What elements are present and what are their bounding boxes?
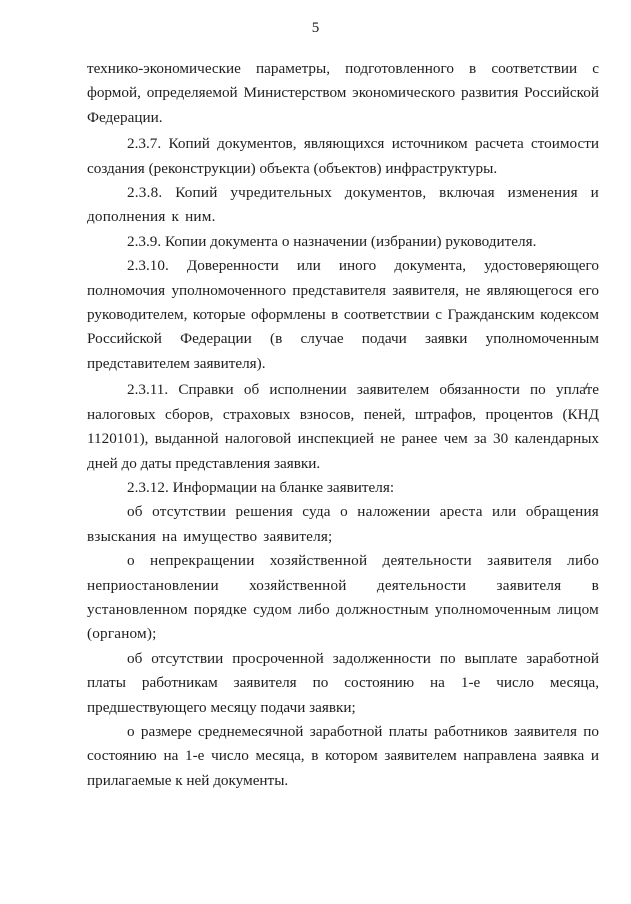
pen-mark [583, 382, 589, 392]
list-item-salary-debt: об отсутствии просроченной задолженности по выплате заработной платы работникам заявителя по состоянию на 1-е число месяца, предшествующего месяцу подачи заявки; [87, 649, 599, 716]
paragraph-2-3-10: 2.3.10. Доверенности или иного документа, удостоверяющего полномочия уполномоченного представителя заявителя, не являющегося его руководителем, которые оформлены в соответствии с Гражданским кодексом Российской Федерации (в случае подачи заявки уполномоченным представителем заявителя). [87, 257, 599, 372]
paragraph-continuation: технико-экономические параметры, подготовленного в соответствии с формой, определяемой Министерством экономического развития Российской Федерации. [87, 60, 599, 126]
paragraph-2-3-11: 2.3.11. Справки об исполнении заявителем обязанности по уплате налоговых сборов, страховых взносов, пеней, штрафов, процентов (КНД 1120101), выданной налоговой инспекцией не ранее чем за 30 календарных дней до даты представления заявки. [87, 381, 599, 472]
paragraph-2-3-9: 2.3.9. Копии документа о назначении (избрании) руководителя. [127, 232, 537, 250]
document-body [87, 57, 599, 793]
list-item-activity: о непрекращении хозяйственной деятельности заявителя либо неприостановлении хозяйственной деятельности заявителя в установленном порядке судом либо должностным уполномоченным лицом (органом); [87, 552, 599, 643]
paragraph-2-3-7: 2.3.7. Копий документов, являющихся источником расчета стоимости создания (реконструкции) объекта (объектов) инфраструктуры. [87, 135, 599, 177]
list-item-average-salary: о размере среднемесячной заработной платы работников заявителя по состоянию на 1-е число месяца, в котором заявителем направлена заявка и прилагаемые к ней документы. [87, 722, 599, 789]
page-number: 5 [311, 20, 320, 36]
list-item-arrest: об отсутствии решения суда о наложении ареста или обращения взыскания на имущество заявителя; [87, 503, 599, 545]
paragraph-2-3-12: 2.3.12. Информации на бланке заявителя: [127, 478, 395, 496]
paragraph-2-3-8: 2.3.8. Копий учредительных документов, включая изменения и дополнения к ним. [87, 184, 599, 226]
